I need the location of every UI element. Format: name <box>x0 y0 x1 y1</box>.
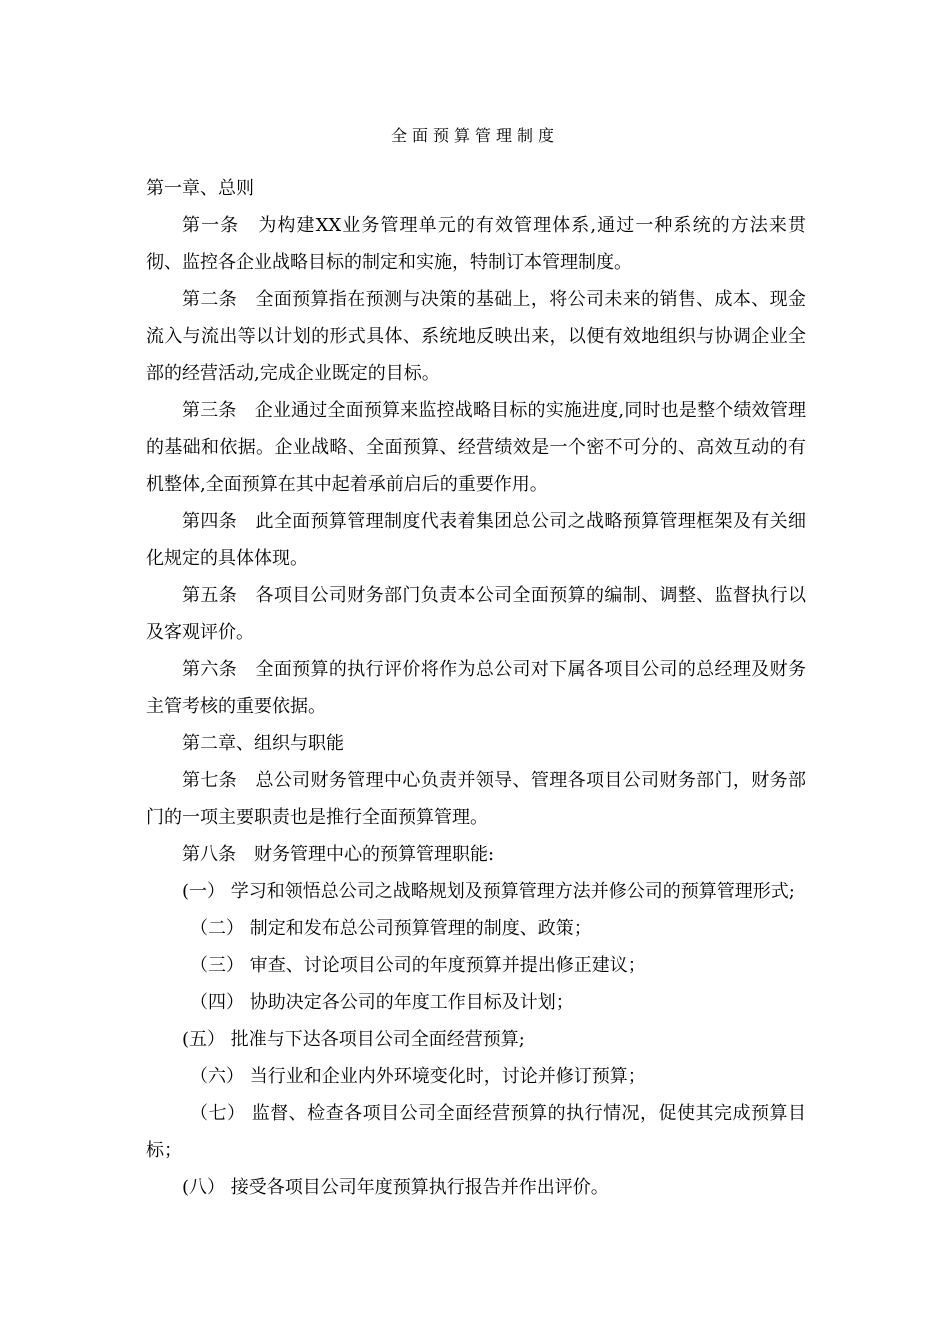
list-item: （六） 当行业和企业内外环境变化时，讨论并修订预算； <box>190 1066 646 1087</box>
article-paragraph: 第二条 全面预算指在预测与决策的基础上，将公司未来的销售、成本、现金流入与流出等以计划的形式具体、系统地反映出来，以便有效地组织与协调企业全部的经营活动,完成企业既定的目标。 <box>146 289 806 384</box>
list-item: （四） 协助决定各公司的年度工作目标及计划； <box>190 992 574 1013</box>
article-paragraph: 第八条 财务管理中心的预算管理职能: <box>182 844 495 865</box>
article-paragraph: 第五条 各项目公司财务部门负责本公司全面预算的编制、调整、监督执行以及客观评价。 <box>146 585 806 643</box>
list-item: (五） 批准与下达各项目公司全面经营预算; <box>182 1029 525 1050</box>
chapter-heading: 第二章、组织与职能 <box>182 733 344 754</box>
article-paragraph: 第六条 全面预算的执行评价将作为总公司对下属各项目公司的总经理及财务主管考核的重要依据。 <box>146 659 806 717</box>
list-item: (一） 学习和领悟总公司之战略规划及预算管理方法并修公司的预算管理形式; <box>182 881 795 902</box>
article-paragraph: 第一条 为构建XX业务管理单元的有效管理体系,通过一种系统的方法来贯彻、监控各企业战略目标的制定和实施，特制订本管理制度。 <box>146 215 806 273</box>
article-paragraph: 第三条 企业通过全面预算来监控战略目标的实施进度,同时也是整个绩效管理的基础和依据。企业战略、全面预算、经营绩效是一个密不可分的、高效互动的有机整体,全面预算在其中起着承前启后的重要作用。 <box>146 400 806 495</box>
article-paragraph: 第四条 此全面预算管理制度代表着集团总公司之战略预算管理框架及有关细化规定的具体体现。 <box>146 511 806 569</box>
article-paragraph: 第七条 总公司财务管理中心负责并领导、管理各项目公司财务部门，财务部门的一项主要职责也是推行全面预算管理。 <box>146 770 806 828</box>
document-body <box>146 170 806 1206</box>
list-item: （二） 制定和发布总公司预算管理的制度、政策； <box>190 918 592 939</box>
chapter-heading: 第一章、总则 <box>146 178 254 199</box>
document-title: 全面预算管理制度 <box>390 126 559 145</box>
list-item: （七） 监督、检查各项目公司全面经营预算的执行情况，促使其完成预算目标； <box>146 1103 806 1161</box>
list-item: （三） 审查、讨论项目公司的年度预算并提出修正建议； <box>190 955 646 976</box>
list-item: (八） 接受各项目公司年度预算执行报告并作出评价。 <box>182 1177 609 1198</box>
